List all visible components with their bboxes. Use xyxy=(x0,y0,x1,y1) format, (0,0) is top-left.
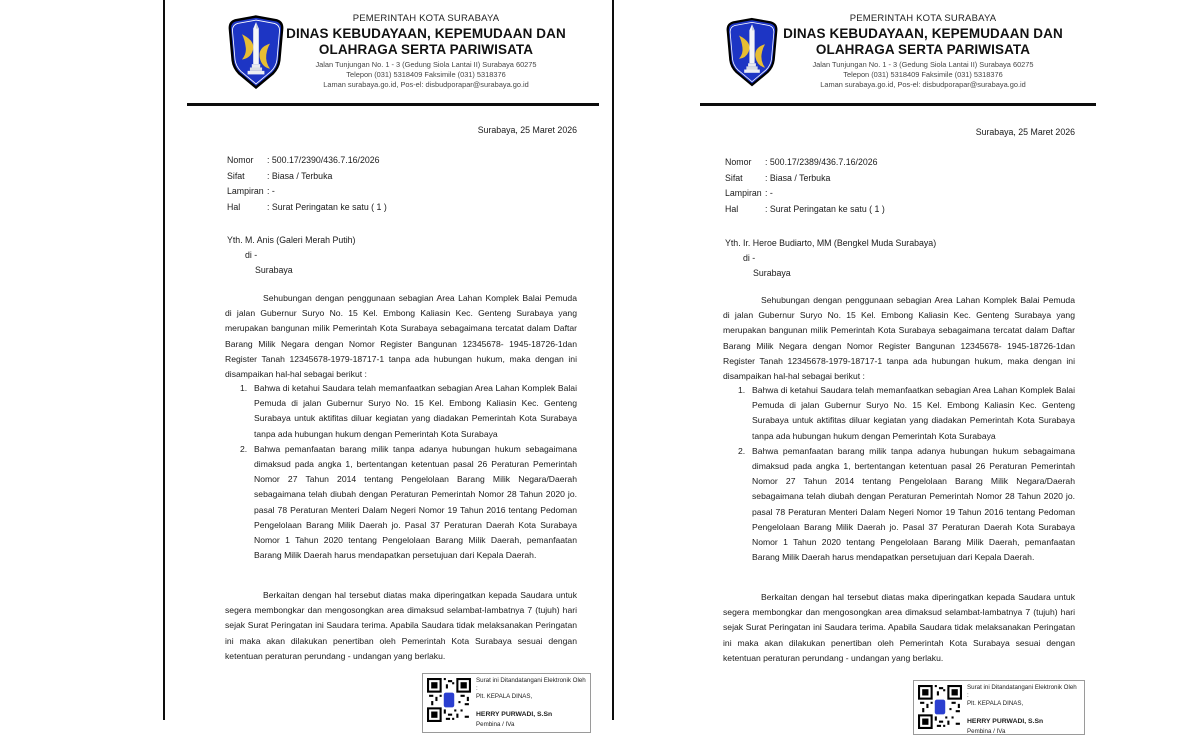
letterhead-agency-line1: DINAS KEBUDAYAAN, KEPEMUDAAN DAN xyxy=(286,26,566,41)
lampiran-value: : - xyxy=(765,188,773,199)
sifat-label: Sifat xyxy=(227,170,245,181)
signature-line1: Surat ini Ditandatangani Elektronik Oleh : xyxy=(967,684,1077,699)
hal-value: : Surat Peringatan ke satu ( 1 ) xyxy=(267,201,387,212)
dateline: Surabaya, 25 Maret 2026 xyxy=(975,127,1075,137)
nomor-label: Nomor xyxy=(725,157,752,167)
letter-page-2 xyxy=(681,0,1197,735)
signature-rank: Pembina / IVa xyxy=(476,721,515,728)
addressee-yth: Yth. xyxy=(725,238,741,248)
letterhead-phone: Telepon (031) 5318409 Faksimile (031) 5318376 xyxy=(346,70,506,79)
list-item-text: Bahwa di ketahui Saudara telah memanfaatkan sebagian Area Lahan Komplek Balai Pemuda di jalan Gubernur Suryo No. 15 Kel. Embong Kaliasin Kec. Genteng Surabaya untuk aktifitas diluar kegiatan yang diadakan Pemerintah Kota Surabaya tanpa ada hubungan hukum dengan Pemerintah Kota Surabaya xyxy=(254,383,577,439)
nomor-label: Nomor xyxy=(227,155,254,165)
sifat-label: Sifat xyxy=(725,172,743,183)
letter-page-1 xyxy=(163,0,614,728)
addressee-city: Surabaya xyxy=(753,268,791,279)
letter-meta xyxy=(725,157,885,219)
addressee-di: di - xyxy=(245,250,258,261)
list-item xyxy=(723,383,1075,444)
addressee xyxy=(725,236,936,282)
list-item xyxy=(723,444,1075,566)
addressee xyxy=(227,233,356,279)
hal-value: : Surat Peringatan ke satu ( 1 ) xyxy=(765,203,885,214)
list-item-number: 2. xyxy=(738,445,746,456)
opening-paragraph: Sehubungan dengan penggunaan sebagian Area Lahan Komplek Balai Pemuda di jalan Gubernur Suryo No. 15 Kel. Embong Kaliasin Kec. Genteng Surabaya yang merupakan bangunan milik Pemerintah Kota Surabaya sebagaimana tercatat dalam Daftar Barang Milik Negara dengan Nomor Register Bangunan 12345678- 1945-18726-1dan Register Tanah 12345678-1979-18717-1 tanpa ada hubungan hukum, maka dengan ini disampaikan hal-hal sebagai berikut : xyxy=(723,295,1075,382)
hal-label: Hal xyxy=(227,201,241,212)
letter-meta xyxy=(227,155,387,217)
qr-code-icon xyxy=(427,678,471,722)
lampiran-label: Lampiran xyxy=(725,188,762,199)
letterhead-agency-line1: DINAS KEBUDAYAAN, KEPEMUDAAN DAN xyxy=(783,26,1063,41)
addressee-name: M. Anis (Galeri Merah Putih) xyxy=(245,235,356,245)
letterhead-address: Jalan Tunjungan No. 1 - 3 (Gedung Siola Lantai II) Surabaya 60275 xyxy=(812,60,1034,69)
electronic-signature-block xyxy=(913,680,1085,735)
signature-rank: Pembina / IVa xyxy=(967,728,1006,735)
letterhead-phone: Telepon (031) 5318409 Faksimile (031) 5318376 xyxy=(843,70,1003,79)
nomor-value: : 500.17/2389/436.7.16/2026 xyxy=(765,157,878,167)
letterhead-government: PEMERINTAH KOTA SURABAYA xyxy=(352,13,500,24)
addressee-di: di - xyxy=(743,253,756,264)
list-item xyxy=(225,442,577,564)
list-item-number: 1. xyxy=(240,383,248,393)
letterhead-address: Jalan Tunjungan No. 1 - 3 (Gedung Siola Lantai II) Surabaya 60275 xyxy=(315,60,537,69)
numbered-list xyxy=(723,383,1075,565)
addressee-yth: Yth. xyxy=(227,235,243,245)
lampiran-value: : - xyxy=(267,186,275,197)
list-item xyxy=(225,381,577,442)
closing-paragraph: Berkaitan dengan hal tersebut diatas maka diperingatkan kepada Saudara untuk segera membongkar dan mengosongkan area dimaksud selambat-lambatnya 7 (tujuh) hari sejak Surat Peringatan ini Saudara terima. Apabila Saudara tidak melaksanakan Peringatan ini maka akan dilakukan penertiban oleh Pemerintah Kota Surabaya sesuai dengan ketentuan peraturan perundang - undangan yang berlaku. xyxy=(225,590,577,661)
dateline: Surabaya, 25 Maret 2026 xyxy=(477,125,577,135)
electronic-signature-block xyxy=(422,673,591,733)
list-item-text: Bahwa di ketahui Saudara telah memanfaatkan sebagian Area Lahan Komplek Balai Pemuda di jalan Gubernur Suryo No. 15 Kel. Embong Kaliasin Kec. Genteng Surabaya untuk aktifitas diluar kegiatan yang diadakan Pemerintah Kota Surabaya tanpa ada hubungan hukum dengan Pemerintah Kota Surabaya xyxy=(752,385,1075,441)
letterhead-government: PEMERINTAH KOTA SURABAYA xyxy=(849,13,997,24)
signature-name: HERRY PURWADI, S.Sn xyxy=(476,711,553,718)
letterhead-web: Laman surabaya.go.id, Pos-el: disbudporapar@surabaya.go.id xyxy=(323,80,529,89)
qr-code-icon xyxy=(918,685,962,729)
list-item-text: Bahwa pemanfaatan barang milik tanpa adanya hubungan hukum sebagaimana dimaksud pada angka 1, bertentangan ketentuan pasal 26 Peraturan Pemerintah Nomor 27 Tahun 2014 tentang Pengelolaan Barang Milik Negara/Daerah sebagaimana telah diubah dengan Peraturan Pemerintah Nomor 28 Tahun 2020 jo. pasal 78 Peraturan Menteri Dalam Negeri Nomor 19 Tahun 2016 tentang Pedoman Pengelolaan Barang Milik Daerah jo. Pasal 37 Peraturan Daerah Kota Surabaya Nomor 1 Tahun 2020 tentang Pengelolaan Barang Milik Daerah, pemanfaatan Barang Milik Daerah harus mendapatkan persetujuan dari Kepala Daerah. xyxy=(254,443,577,561)
signature-name: HERRY PURWADI, S.Sn xyxy=(967,718,1044,725)
sifat-value: : Biasa / Terbuka xyxy=(765,172,831,183)
sifat-value: : Biasa / Terbuka xyxy=(267,170,333,181)
list-item-number: 2. xyxy=(240,443,248,454)
hal-label: Hal xyxy=(725,203,739,214)
nomor-value: : 500.17/2390/436.7.16/2026 xyxy=(267,155,380,165)
list-item-text: Bahwa pemanfaatan barang milik tanpa adanya hubungan hukum sebagaimana dimaksud pada angka 1, bertentangan ketentuan pasal 26 Peraturan Pemerintah Nomor 27 Tahun 2014 tentang Pengelolaan Barang Milik Negara/Daerah sebagaimana telah diubah dengan Peraturan Pemerintah Nomor 28 Tahun 2020 jo. pasal 78 Peraturan Menteri Dalam Negeri Nomor 19 Tahun 2016 tentang Pedoman Pengelolaan Barang Milik Daerah jo. Pasal 37 Peraturan Daerah Kota Surabaya Nomor 1 Tahun 2020 tentang Pengelolaan Barang Milik Daerah, pemanfaatan Barang Milik Daerah harus mendapatkan persetujuan dari Kepala Daerah. xyxy=(752,445,1075,563)
opening-paragraph: Sehubungan dengan penggunaan sebagian Area Lahan Komplek Balai Pemuda di jalan Gubernur Suryo No. 15 Kel. Embong Kaliasin Kec. Genteng Surabaya yang merupakan bangunan milik Pemerintah Kota Surabaya sebagaimana tercatat dalam Daftar Barang Milik Negara dengan Nomor Register Bangunan 12345678- 1945-18726-1dan Register Tanah 12345678-1979-18717-1 tanpa ada hubungan hukum, maka dengan ini disampaikan hal-hal sebagai berikut : xyxy=(225,293,577,380)
closing-paragraph: Berkaitan dengan hal tersebut diatas maka diperingatkan kepada Saudara untuk segera membongkar dan mengosongkan area dimaksud selambat-lambatnya 7 (tujuh) hari sejak Surat Peringatan ini Saudara terima. Apabila Saudara tidak melaksanakan Peringatan ini maka akan dilakukan penertiban oleh Pemerintah Kota Surabaya sesuai dengan ketentuan peraturan perundang - undangan yang berlaku. xyxy=(723,592,1075,663)
letterhead-agency-line2: OLAHRAGA SERTA PARIWISATA xyxy=(815,41,1031,57)
list-item-number: 1. xyxy=(738,385,746,395)
addressee-city: Surabaya xyxy=(255,265,293,276)
letterhead-agency-line2: OLAHRAGA SERTA PARIWISATA xyxy=(318,41,534,57)
addressee-name: Ir. Heroe Budiarto, MM (Bengkel Muda Surabaya) xyxy=(743,238,937,248)
signature-line2: Plt. KEPALA DINAS, xyxy=(476,693,533,700)
numbered-list xyxy=(225,381,577,563)
letterhead-web: Laman surabaya.go.id, Pos-el: disbudporapar@surabaya.go.id xyxy=(820,80,1026,89)
signature-line2: Plt. KEPALA DINAS, xyxy=(967,700,1024,707)
lampiran-label: Lampiran xyxy=(227,186,264,197)
signature-line1: Surat ini Ditandatangani Elektronik Oleh : xyxy=(476,677,586,692)
